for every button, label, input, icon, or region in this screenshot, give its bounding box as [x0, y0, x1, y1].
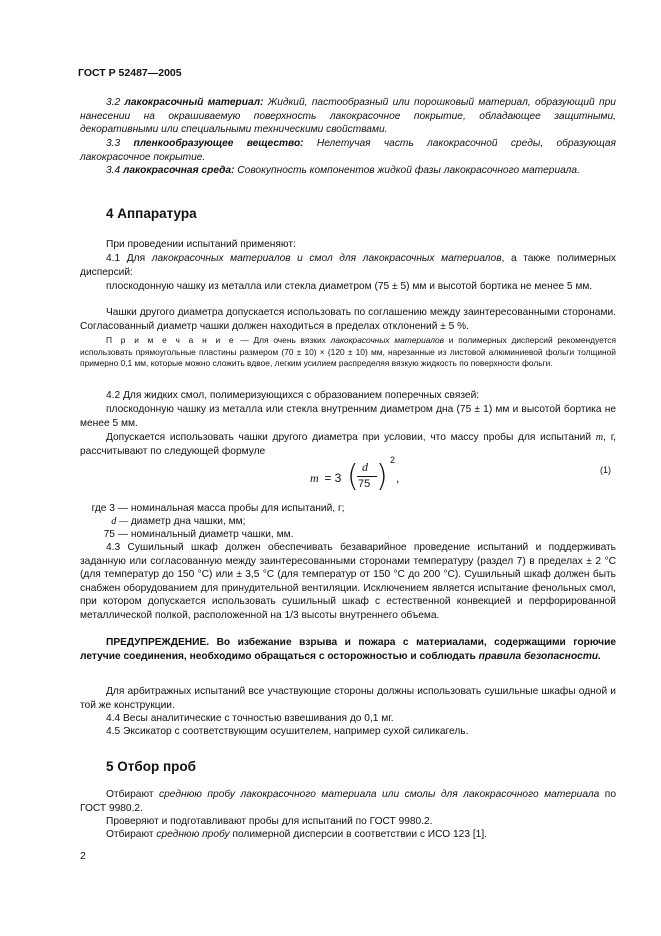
def-term: лакокрасочная среда:	[123, 165, 235, 176]
note-label: П р и м е ч а н и е	[106, 335, 236, 345]
paragraph: плоскодонную чашку из металла или стекла внутренним диаметром дна (75 ± 1) мм и высотой бортика не менее 5 мм.	[80, 404, 616, 429]
text-italic: среднюю пробу	[156, 829, 230, 840]
text: , а также полимерных дисперсий:	[80, 253, 616, 278]
paren-left: (	[347, 459, 359, 494]
text: Отбирают	[106, 829, 157, 840]
text: — Для очень вязких	[235, 335, 331, 345]
def-term: пленкообразующее вещество:	[133, 138, 304, 149]
paragraph: плоскодонную чашку из металла или стекла диаметром (75 ± 5) мм и высотой бортика не менее 5 мм.	[106, 281, 593, 292]
text-italic: лакокрасочных материалов и смол для лакокрасочных материалов	[151, 253, 502, 264]
where-row	[80, 528, 640, 542]
paragraph-4-3: 4.3 Сушильный шкаф должен обеспечивать безаварийное проведение испытаний и поддерживать заданную или согласованную между заинтересованными сторонами температуру (раздел 7) в пределах ± 2 °С (для температур до 150 °С) или ± 3,5 °С (для температур от 150 °С до 200 °С). Сушильный шкаф должен быть снабжен оборудованием для принудительной вентиляции. Исключением является испытание фенольных смол, при котором допускается использовать сушильный шкаф с естественной конвекцией и перфорированной металлической полкой, расположенной на 1/3 высоты внутреннего объема.	[80, 542, 616, 621]
where-text: диаметр дна чашки, мм;	[130, 516, 246, 527]
paragraph	[80, 828, 616, 842]
note	[80, 335, 616, 370]
paragraph	[80, 788, 616, 815]
formula-numerator: d	[362, 460, 368, 474]
paragraph	[80, 431, 616, 458]
def-number: 3.2	[106, 97, 121, 108]
where-text: номинальный диаметр чашки, мм.	[130, 529, 294, 540]
text: Отбирают	[106, 789, 160, 800]
paragraph-4-1	[80, 252, 616, 279]
definition-3-2	[80, 96, 616, 137]
definition-3-4	[80, 164, 616, 178]
paragraph-4-5: 4.5 Эксикатор с соответствующим осушителем, например сухой силикагель.	[106, 726, 469, 737]
where-symbol: d —	[111, 516, 128, 527]
paragraph: При проведении испытаний применяют:	[106, 239, 296, 250]
formula-lhs: m	[310, 471, 319, 485]
variable: m	[595, 432, 604, 443]
def-text: Нелетучая часть лакокрасочной среды, образующая лакокрасочное покрытие.	[80, 138, 616, 163]
formula-tail: ,	[396, 471, 400, 485]
text-italic: среднюю пробу лакокрасочного материала или смолы для лакокрасочного материала	[159, 789, 600, 800]
text: и полимерных дисперсий рекомендуется использовать прямоугольные пластины размером (70 ± 10) × (120 ± 10) мм, нарезанные из листовой алюминиевой фольги толщиной примерно 0,1 мм, которые можно сложить вдвое, легким усилием распределяя вязкую жидкость по поверхности фольги.	[80, 335, 616, 369]
paren-right: )	[376, 459, 388, 494]
where-text: номинальная масса пробы для испытаний, г;	[130, 503, 345, 514]
formula-number: (1)	[600, 465, 611, 475]
formula	[310, 457, 410, 501]
paragraph: Для арбитражных испытаний все участвующие стороны должны использовать сушильные шкафы одной и той же конструкции.	[80, 686, 616, 711]
def-text: Совокупность компонентов жидкой фазы лакокрасочного материала.	[234, 165, 580, 176]
formula-exponent: 2	[390, 455, 396, 465]
where-symbol: 75 —	[103, 529, 128, 540]
page-header: ГОСТ Р 52487—2005	[78, 67, 182, 79]
paragraph-4-2: 4.2 Для жидких смол, полимеризующихся с образованием поперечных связей:	[106, 390, 480, 401]
text: по ГОСТ 9980.2.	[80, 789, 616, 814]
where-row	[80, 515, 640, 529]
page-number: 2	[80, 850, 86, 862]
formula-denominator: 75	[358, 478, 371, 490]
formula-eq: = 3	[321, 471, 342, 485]
text: Допускается использовать чашки другого диаметра при условии, что массу пробы для испытаний	[106, 432, 596, 443]
definition-3-3	[80, 137, 616, 164]
text: , г, рассчитывают по следующей формуле	[80, 432, 616, 457]
paragraph: Чашки другого диаметра допускается использовать по соглашению между заинтересованными сторонами. Согласованный диаметр чашки должен находиться в пределах отклонений ± 5 %.	[80, 307, 616, 332]
paragraph-4-4: 4.4 Весы аналитические с точностью взвешивания до 0,1 мг.	[106, 713, 394, 724]
text-italic: правила безопасности.	[478, 650, 601, 662]
where-symbol: где 3 —	[91, 503, 128, 514]
where-row	[80, 502, 640, 516]
def-text: Жидкий, пастообразный или порошковый материал, образующий при нанесении на окрашиваемую поверхность лакокрасочное покрытие, обладающее защитными, декоративными или специальными техническими свойствами.	[80, 97, 616, 136]
text-italic: лакокрасочных материалов	[330, 335, 445, 345]
fraction-bar	[357, 476, 377, 477]
section-4-title: 4 Аппаратура	[106, 206, 197, 221]
paragraph: Проверяют и подготавливают пробы для испытаний по ГОСТ 9980.2.	[106, 816, 433, 827]
def-number: 3.4	[106, 165, 121, 176]
def-term: лакокрасочный материал:	[124, 97, 264, 108]
def-number: 3.3	[106, 138, 121, 149]
text: полимерной дисперсии в соответствии с ИСО 123 [1].	[229, 829, 487, 840]
text: ПРЕДУПРЕЖДЕНИЕ. Во избежание взрыва и пожара с материалами, содержащими горючие летучие соединения, необходимо обращаться с осторожностью и соблюдать	[80, 637, 616, 662]
section-5-title: 5 Отбор проб	[106, 759, 196, 774]
warning	[80, 636, 616, 663]
text: 4.1 Для	[106, 253, 152, 264]
